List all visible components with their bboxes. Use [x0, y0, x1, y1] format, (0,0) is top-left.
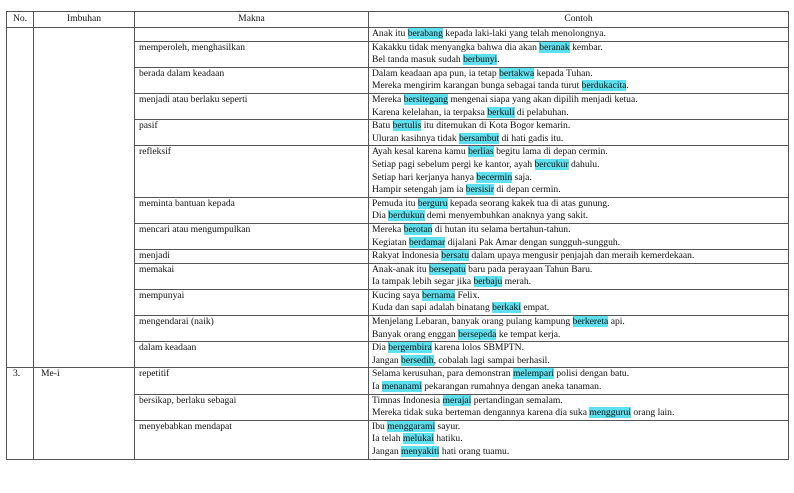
sentence-fragment: Setiap hari kerjanya hanya: [372, 171, 477, 183]
sentence-fragment: dahulu.: [568, 158, 600, 170]
cell-contoh: [369, 250, 789, 264]
cell-contoh: [369, 394, 789, 420]
cell-makna: dalam keadaan: [135, 342, 369, 368]
example-sentence: [372, 42, 785, 55]
sentence-fragment: begitu lama di depan cermin.: [493, 146, 608, 158]
sentence-fragment: dalam upaya mengusir penjajah dan meraih kemerdekaan.: [469, 250, 695, 262]
sentence-fragment: .: [626, 80, 629, 92]
highlighted-word: berguru: [417, 197, 448, 209]
sentence-fragment: demi menyembuhkan anaknya yang sakit.: [424, 210, 589, 222]
highlighted-word: berbaju: [473, 276, 503, 288]
example-sentence: [372, 54, 785, 67]
table-row: [7, 368, 789, 394]
cell-makna: bersikap, berlaku sebagai: [135, 394, 369, 420]
sentence-fragment: Timnas Indonesia: [372, 394, 443, 406]
cell-makna: memperoleh, menghasilkan: [135, 41, 369, 67]
example-sentence: [372, 107, 785, 120]
highlighted-word: bertakwa: [499, 67, 535, 79]
cell-contoh: [369, 263, 789, 289]
sentence-fragment: Kuda dan sapi adalah binatang: [372, 302, 493, 314]
cell-imbuhan: Me-i: [34, 368, 135, 459]
sentence-fragment: Mereka mengirim karangan bunga sebagai tanda turut: [372, 80, 582, 92]
sentence-fragment: baru pada perayaan Tahun Baru.: [465, 263, 593, 275]
example-sentence: [372, 302, 785, 315]
highlighted-word: berbunyi: [463, 54, 498, 66]
sentence-fragment: Setiap pagi sebelum pergi ke kantor, ayah: [372, 158, 535, 170]
cell-contoh: [369, 28, 789, 42]
sentence-fragment: pekarangan rumahnya dengan aneka tanaman.: [421, 381, 602, 393]
example-sentence: [372, 290, 785, 303]
sentence-fragment: Karena kelelahan, ia terpaksa: [372, 106, 488, 118]
cell-no: 3.: [7, 368, 34, 459]
sentence-fragment: Ibu: [372, 420, 388, 432]
highlighted-word: berkereta: [572, 316, 609, 328]
highlighted-word: berabang: [407, 28, 443, 39]
highlighted-word: menyakiti: [401, 446, 440, 457]
sentence-fragment: hatiku.: [433, 433, 463, 445]
sentence-fragment: Dalam keadaan apa pun, ia tetap: [372, 67, 500, 79]
highlighted-word: berlias: [468, 146, 494, 158]
sentence-fragment: di hati gadis itu.: [499, 132, 564, 144]
cell-contoh: [369, 197, 789, 223]
example-sentence: [372, 395, 785, 408]
highlighted-word: berotan: [403, 223, 433, 235]
highlighted-word: berkaki: [492, 302, 521, 314]
cell-makna: [135, 28, 369, 42]
example-sentence: [372, 94, 785, 107]
sentence-fragment: sayur.: [435, 420, 461, 432]
sentence-fragment: Ayah kesal karena kamu: [372, 146, 469, 158]
example-sentence: [372, 159, 785, 172]
sentence-fragment: Mereka: [372, 223, 404, 235]
highlighted-word: berkuli: [487, 106, 515, 118]
cell-imbuhan: [34, 28, 135, 368]
sentence-fragment: Selama kerusuhan, para demonstran: [372, 368, 513, 380]
highlighted-word: bersambut: [459, 132, 500, 144]
highlighted-word: melempari: [512, 368, 554, 380]
sentence-fragment: Anak-anak itu: [372, 263, 430, 275]
example-sentence: [372, 172, 785, 185]
sentence-fragment: orang lain.: [630, 407, 675, 419]
cell-makna: refleksif: [135, 146, 369, 197]
example-sentence: [372, 184, 785, 197]
sentence-fragment: Ia tampak lebih segar jika: [372, 276, 474, 288]
cell-makna: repetitif: [135, 368, 369, 394]
sentence-fragment: Menjelang Lebaran, banyak orang pulang kampung: [372, 316, 573, 328]
sentence-fragment: kepada seorang kakek tua di atas gunung.: [447, 197, 610, 209]
sentence-fragment: saja.: [512, 171, 532, 183]
highlighted-word: bersedih: [401, 354, 434, 366]
sentence-fragment: Dia: [372, 210, 389, 222]
example-sentence: [372, 133, 785, 146]
example-sentence: [372, 80, 785, 93]
cell-makna: menjadi atau berlaku seperti: [135, 93, 369, 119]
header-makna: Makna: [135, 12, 369, 28]
example-sentence: [372, 329, 785, 342]
highlighted-word: bersepatu: [429, 263, 466, 275]
example-sentence: [372, 433, 785, 446]
sentence-fragment: Bel tanda masuk sudah: [372, 54, 464, 66]
cell-makna: menyebabkan mendapat: [135, 420, 369, 459]
highlighted-word: bersepeda: [458, 328, 497, 340]
cell-contoh: [369, 420, 789, 459]
cell-makna: mempunyai: [135, 289, 369, 315]
sentence-fragment: Kucing saya: [372, 289, 423, 301]
sentence-fragment: Batu: [372, 120, 393, 132]
sentence-fragment: kepada laki-laki yang telah menolongnya.: [442, 28, 606, 39]
example-sentence: [372, 210, 785, 223]
sentence-fragment: Kakakku tidak menyangka bahwa dia akan: [372, 41, 540, 53]
example-sentence: [372, 120, 785, 133]
sentence-fragment: Jangan: [372, 354, 402, 366]
table-body: [7, 28, 789, 460]
highlighted-word: bergembira: [388, 342, 432, 354]
example-sentence: [372, 276, 785, 289]
cell-contoh: [369, 93, 789, 119]
highlighted-word: bersitegang: [403, 93, 448, 105]
sentence-fragment: merah.: [502, 276, 532, 288]
example-sentence: [372, 342, 785, 355]
highlighted-word: bertulis: [392, 120, 422, 132]
cell-makna: menjadi: [135, 250, 369, 264]
sentence-fragment: .: [497, 54, 500, 66]
cell-no: [7, 28, 34, 368]
cell-contoh: [369, 342, 789, 368]
cell-makna: berada dalam keadaan: [135, 67, 369, 93]
header-contoh: Contoh: [369, 12, 789, 28]
sentence-fragment: api.: [608, 316, 625, 328]
example-sentence: [372, 355, 785, 368]
cell-contoh: [369, 223, 789, 249]
sentence-fragment: Mereka tidak suka berteman dengannya karena dia suka: [372, 407, 590, 419]
sentence-fragment: kembar.: [569, 41, 603, 53]
example-sentence: [372, 250, 785, 263]
cell-makna: memakai: [135, 263, 369, 289]
example-sentence: [372, 264, 785, 277]
sentence-fragment: Pemuda itu: [372, 197, 418, 209]
header-no: No.: [7, 12, 34, 28]
highlighted-word: berdamar: [409, 236, 446, 248]
sentence-fragment: pertandingan semalam.: [471, 394, 563, 406]
cell-contoh: [369, 67, 789, 93]
example-sentence: [372, 28, 785, 41]
sentence-fragment: mengenai siapa yang akan dipilih menjadi ketua.: [447, 93, 638, 105]
example-sentence: [372, 421, 785, 434]
highlighted-word: menggarami: [387, 420, 436, 432]
highlighted-word: bersisir: [465, 184, 495, 196]
sentence-fragment: empat.: [520, 302, 550, 314]
sentence-fragment: , cobalah lagi sampai berhasil.: [433, 354, 550, 366]
example-sentence: [372, 198, 785, 211]
example-sentence: [372, 407, 785, 420]
highlighted-word: bernama: [422, 289, 456, 301]
example-sentence: [372, 237, 785, 250]
example-sentence: [372, 368, 785, 381]
cell-makna: pasif: [135, 120, 369, 146]
sentence-fragment: di depan cermin.: [494, 184, 561, 196]
cell-makna: meminta bantuan kepada: [135, 197, 369, 223]
highlighted-word: menanami: [381, 381, 422, 393]
sentence-fragment: Dia: [372, 342, 389, 354]
table-header-row: [7, 12, 789, 28]
cell-makna: mencari atau mengumpulkan: [135, 223, 369, 249]
sentence-fragment: Felix.: [455, 289, 480, 301]
cell-contoh: [369, 120, 789, 146]
sentence-fragment: ke tempat kerja.: [496, 328, 561, 340]
sentence-fragment: itu ditemukan di Kota Bogor kemarin.: [421, 120, 571, 132]
sentence-fragment: Ia: [372, 381, 382, 393]
sentence-fragment: dijalani Pak Amar dengan sungguh-sungguh.: [445, 236, 621, 248]
sentence-fragment: Ia telah: [372, 433, 403, 445]
sentence-fragment: Jangan: [372, 446, 402, 457]
example-sentence: [372, 224, 785, 237]
example-sentence: [372, 381, 785, 394]
highlighted-word: menggurui: [589, 407, 631, 419]
table-row: [7, 28, 789, 42]
sentence-fragment: kepada Tuhan.: [534, 67, 593, 79]
sentence-fragment: hati orang tuamu.: [439, 446, 510, 457]
sentence-fragment: Mereka: [372, 93, 404, 105]
cell-contoh: [369, 316, 789, 342]
cell-contoh: [369, 289, 789, 315]
affix-meaning-table: [6, 11, 789, 460]
sentence-fragment: Banyak orang enggan: [372, 328, 459, 340]
sentence-fragment: Uluran kasihnya tidak: [372, 132, 460, 144]
sentence-fragment: di hutan itu selama bertahun-tahun.: [432, 223, 571, 235]
highlighted-word: becermin: [476, 171, 513, 183]
example-sentence: [372, 146, 785, 159]
sentence-fragment: Hampir setengah jam ia: [372, 184, 466, 196]
sentence-fragment: Kegiatan: [372, 236, 410, 248]
cell-contoh: [369, 146, 789, 197]
highlighted-word: bercukur: [534, 158, 569, 170]
highlighted-word: melukai: [402, 433, 434, 445]
sentence-fragment: Rakyat Indonesia: [372, 250, 442, 262]
sentence-fragment: Anak itu: [372, 28, 408, 39]
cell-makna: mengendarai (naik): [135, 316, 369, 342]
highlighted-word: merajai: [442, 394, 472, 406]
sentence-fragment: di pelabuhan.: [514, 106, 569, 118]
header-imbuhan: Imbuhan: [34, 12, 135, 28]
highlighted-word: berdukun: [388, 210, 425, 222]
highlighted-word: bersatu: [441, 250, 469, 262]
highlighted-word: berdukacita: [581, 80, 627, 92]
example-sentence: [372, 316, 785, 329]
example-sentence: [372, 68, 785, 81]
cell-contoh: [369, 368, 789, 394]
example-sentence: [372, 446, 785, 459]
cell-contoh: [369, 41, 789, 67]
sentence-fragment: karena lolos SBMPTN.: [431, 342, 524, 354]
highlighted-word: beranak: [539, 41, 570, 53]
sentence-fragment: polisi dengan batu.: [553, 368, 630, 380]
